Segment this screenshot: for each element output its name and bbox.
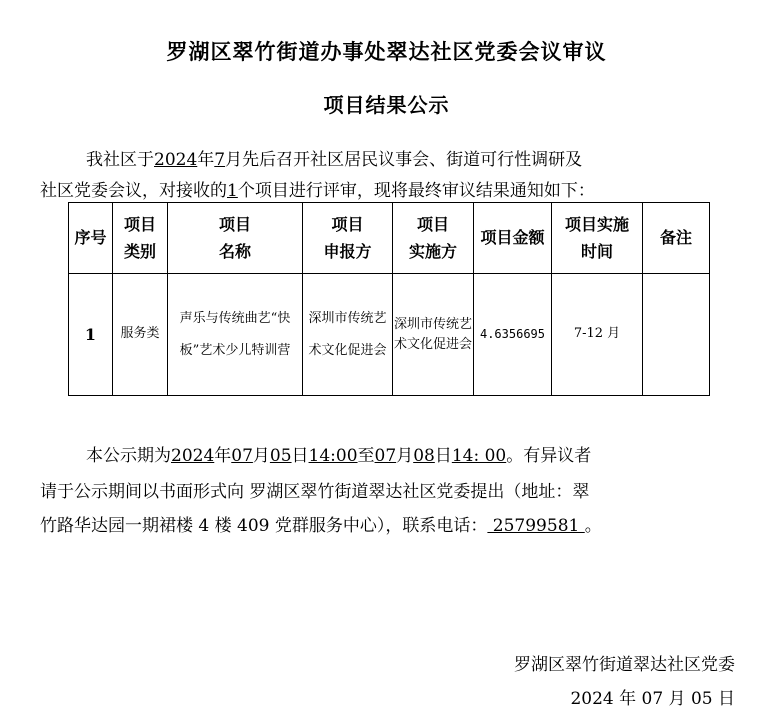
table-row (69, 274, 710, 396)
notice-text: 本公示期为 (86, 446, 171, 466)
notice-text: 。 (584, 516, 602, 536)
header-name: 项目 名称 (168, 203, 303, 274)
intro-text: 个项目进行评审，现将最终审议结果通知如下： (237, 181, 595, 201)
intro-line-2 (40, 176, 595, 201)
start-month: 07 (231, 446, 253, 466)
start-time: 14:00 (308, 446, 358, 466)
header-category: 项目 类别 (113, 203, 168, 274)
start-day: 05 (269, 446, 292, 466)
end-time: 14: 00 (451, 446, 507, 466)
header-note: 备注 (643, 203, 710, 274)
notice-line-1 (86, 441, 591, 466)
notice-line-2: 请于公示期间以书面形式向 罗湖区翠竹街道翠达社区党委提出（地址：翠 (40, 482, 590, 502)
project-count: 1 (227, 181, 238, 201)
notice-text: 月 (252, 446, 270, 466)
cell-implementer: 深圳市传统艺术文化促进会 (393, 274, 474, 396)
contact-phone: 25799581 (487, 516, 585, 536)
notice-text: 日 (291, 446, 309, 466)
intro-line-1 (86, 145, 582, 170)
notice-text: 。有异议者 (506, 446, 592, 466)
cell-amount: 4.6356695 (474, 274, 552, 396)
notice-year: 2024 (171, 446, 215, 466)
intro-text: 月先后召开社区居民议事会、街道可行性调研及 (225, 150, 583, 170)
header-applicant: 项目 申报方 (303, 203, 393, 274)
header-amount: 项目金额 (474, 203, 552, 274)
document-subtitle: 项目结果公示 (323, 93, 450, 117)
notice-text: 至 (357, 446, 375, 466)
meeting-year: 2024 (154, 150, 198, 170)
cell-note (643, 274, 710, 396)
cell-name: 声乐与传统曲艺“快板”艺术少儿特训营 (168, 274, 303, 396)
meeting-month: 7 (214, 150, 226, 170)
signature-date: 2024 年 07 月 05 日 (570, 689, 735, 709)
signature-org: 罗湖区翠竹街道翠达社区党委 (514, 655, 735, 675)
cell-index: 1 (69, 274, 113, 396)
intro-text: 社区党委会议，对接收的 (40, 181, 227, 201)
notice-text: 月 (396, 446, 414, 466)
intro-text: 我社区于 (86, 150, 154, 170)
header-period: 项目实施 时间 (552, 203, 643, 274)
notice-text: 年 (214, 446, 232, 466)
cell-period: 7-12 月 (552, 274, 643, 396)
intro-text: 年 (197, 150, 215, 170)
end-month: 07 (374, 446, 397, 466)
end-day: 08 (413, 446, 435, 466)
cell-applicant: 深圳市传统艺术文化促进会 (303, 274, 393, 396)
cell-category: 服务类 (113, 274, 168, 396)
header-index: 序号 (69, 203, 113, 274)
notice-line-3 (40, 511, 602, 536)
results-table (68, 202, 710, 396)
document-title: 罗湖区翠竹街道办事处翠达社区党委会议审议 (166, 39, 607, 64)
notice-text: 日 (434, 446, 452, 466)
table-header-row (69, 203, 710, 274)
header-implementer: 项目 实施方 (393, 203, 474, 274)
notice-text: 竹路华达园一期裙楼 4 楼 409 党群服务中心），联系电话： (40, 516, 488, 536)
